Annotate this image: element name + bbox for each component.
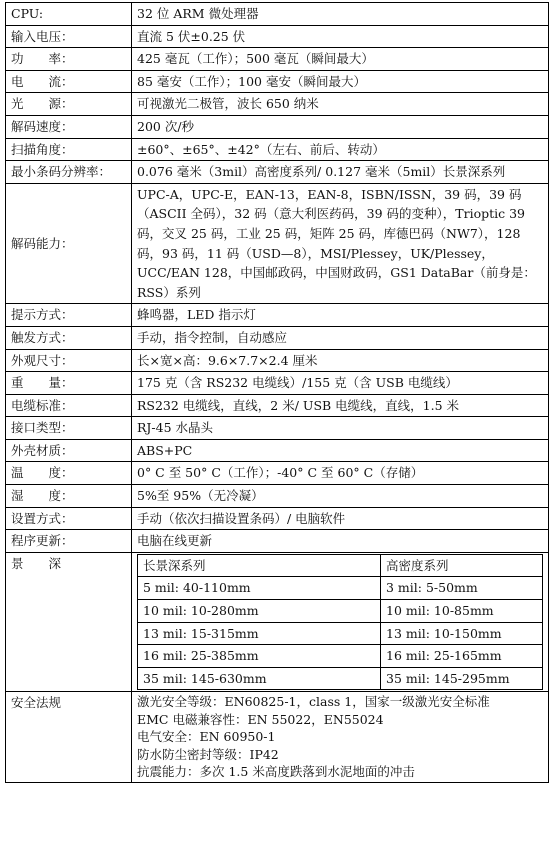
dof-long-item: 16 mil: 25-385mm: [138, 645, 381, 668]
table-row: [6, 183, 549, 304]
table-row: [6, 349, 549, 372]
table-row: [6, 485, 549, 508]
row-value: RJ-45 水晶头: [132, 417, 549, 440]
row-value: 直流 5 伏±0.25 伏: [132, 25, 549, 48]
row-label: 触发方式：: [6, 326, 132, 349]
row-value: 可视激光二极管，波长 650 纳米: [132, 93, 549, 116]
table-row: [6, 439, 549, 462]
safety-line: 电气安全：EN 60950-1: [137, 729, 276, 745]
table-row: [6, 161, 549, 184]
row-value: 电脑在线更新: [132, 530, 549, 553]
row-label: 程序更新：: [6, 530, 132, 553]
row-value: 蜂鸣器，LED 指示灯: [132, 304, 549, 327]
dof-table: [137, 554, 543, 691]
row-label: 扫描角度：: [6, 138, 132, 161]
dof-high-item: 35 mil: 145-295mm: [381, 667, 543, 690]
dof-long-header: 长景深系列: [138, 554, 381, 577]
table-row: [6, 25, 549, 48]
row-label: 湿 度：: [6, 485, 132, 508]
safety-line: 抗震能力：多次 1.5 米高度跌落到水泥地面的冲击: [137, 764, 415, 780]
dof-high-item: 3 mil: 5-50mm: [381, 577, 543, 600]
table-row: [6, 115, 549, 138]
dof-label: 景 深: [6, 552, 132, 692]
row-label: 光 源：: [6, 93, 132, 116]
row-label: 解码能力：: [6, 183, 132, 304]
row-value: ±60°、±65°、±42°（左右、前后、转动）: [132, 138, 549, 161]
table-row: [6, 93, 549, 116]
table-row: [6, 70, 549, 93]
row-label: 电 流：: [6, 70, 132, 93]
table-row: [6, 462, 549, 485]
spec-table: [5, 2, 549, 783]
row-label: 重 量：: [6, 372, 132, 395]
dof-high-item: 16 mil: 25-165mm: [381, 645, 543, 668]
table-row: [6, 372, 549, 395]
row-label: 功 率：: [6, 48, 132, 71]
dof-long-item: 10 mil: 10-280mm: [138, 600, 381, 623]
row-value: 0° C 至 50° C（工作）；-40° C 至 60° C（存储）: [132, 462, 549, 485]
row-label: 接口类型：: [6, 417, 132, 440]
dof-long-item: 13 mil: 15-315mm: [138, 622, 381, 645]
row-value: UPC-A，UPC-E，EAN-13，EAN-8，ISBN/ISSN，39 码，39 码（ASCII 全码），32 码（意大利医药码，39 码的变种），Trioptic 39 码，交叉 25 码，工业 25 码，矩阵 25 码，库德巴码（NW7），128 码，93 码，11 码（USD—8），MSI/Plessey，UK/Plessey，UCC/EAN 128，中国邮政码，中国财政码，GS1 DataBar（前身是：RSS）系列: [132, 183, 549, 304]
dof-long-item: 35 mil: 145-630mm: [138, 667, 381, 690]
table-row: [6, 304, 549, 327]
row-label: 温 度：: [6, 462, 132, 485]
row-value: 200 次/秒: [132, 115, 549, 138]
row-label: 电缆标准：: [6, 394, 132, 417]
row-value: ABS+PC: [132, 439, 549, 462]
table-row: [6, 530, 549, 553]
table-row: [6, 507, 549, 530]
dof-values: [132, 552, 549, 692]
row-label: 输入电压：: [6, 25, 132, 48]
row-label: 最小条码分辨率：: [6, 161, 132, 184]
row-label: 外观尺寸：: [6, 349, 132, 372]
row-value: 175 克（含 RS232 电缆线）/155 克（含 USB 电缆线）: [132, 372, 549, 395]
table-row: [6, 3, 549, 26]
row-label: 设置方式：: [6, 507, 132, 530]
safety-values: [132, 692, 549, 783]
row-value: 5%至 95%（无冷凝）: [132, 485, 549, 508]
row-label: CPU:: [6, 3, 132, 26]
dof-row: [6, 552, 549, 692]
row-label: 解码速度：: [6, 115, 132, 138]
row-label: 提示方式：: [6, 304, 132, 327]
row-label: 外壳材质：: [6, 439, 132, 462]
row-value: 0.076 毫米（3mil）高密度系列/ 0.127 毫米（5mil）长景深系列: [132, 161, 549, 184]
row-value: RS232 电缆线，直线，2 米/ USB 电缆线，直线，1.5 米: [132, 394, 549, 417]
row-value: 85 毫安（工作）；100 毫安（瞬间最大）: [132, 70, 549, 93]
row-value: 32 位 ARM 微处理器: [132, 3, 549, 26]
table-row: [6, 326, 549, 349]
safety-line: 防水防尘密封等级：IP42: [137, 746, 279, 762]
dof-high-header: 高密度系列: [381, 554, 543, 577]
dof-high-item: 13 mil: 10-150mm: [381, 622, 543, 645]
table-row: [6, 138, 549, 161]
safety-line: 激光安全等级：EN60825-1，class 1，国家一级激光安全标准: [137, 694, 490, 710]
dof-long-item: 5 mil: 40-110mm: [138, 577, 381, 600]
safety-label: 安全法规: [6, 692, 132, 783]
row-value: 手动，指令控制，自动感应: [132, 326, 549, 349]
table-row: [6, 48, 549, 71]
safety-line: EMC 电磁兼容性：EN 55022，EN55024: [137, 711, 384, 727]
safety-row: [6, 692, 549, 783]
table-row: [6, 394, 549, 417]
row-value: 425 毫瓦（工作）；500 毫瓦（瞬间最大）: [132, 48, 549, 71]
row-value: 长×宽×高：9.6×7.7×2.4 厘米: [132, 349, 549, 372]
table-row: [6, 417, 549, 440]
row-value: 手动（依次扫描设置条码）/ 电脑软件: [132, 507, 549, 530]
dof-high-item: 10 mil: 10-85mm: [381, 600, 543, 623]
